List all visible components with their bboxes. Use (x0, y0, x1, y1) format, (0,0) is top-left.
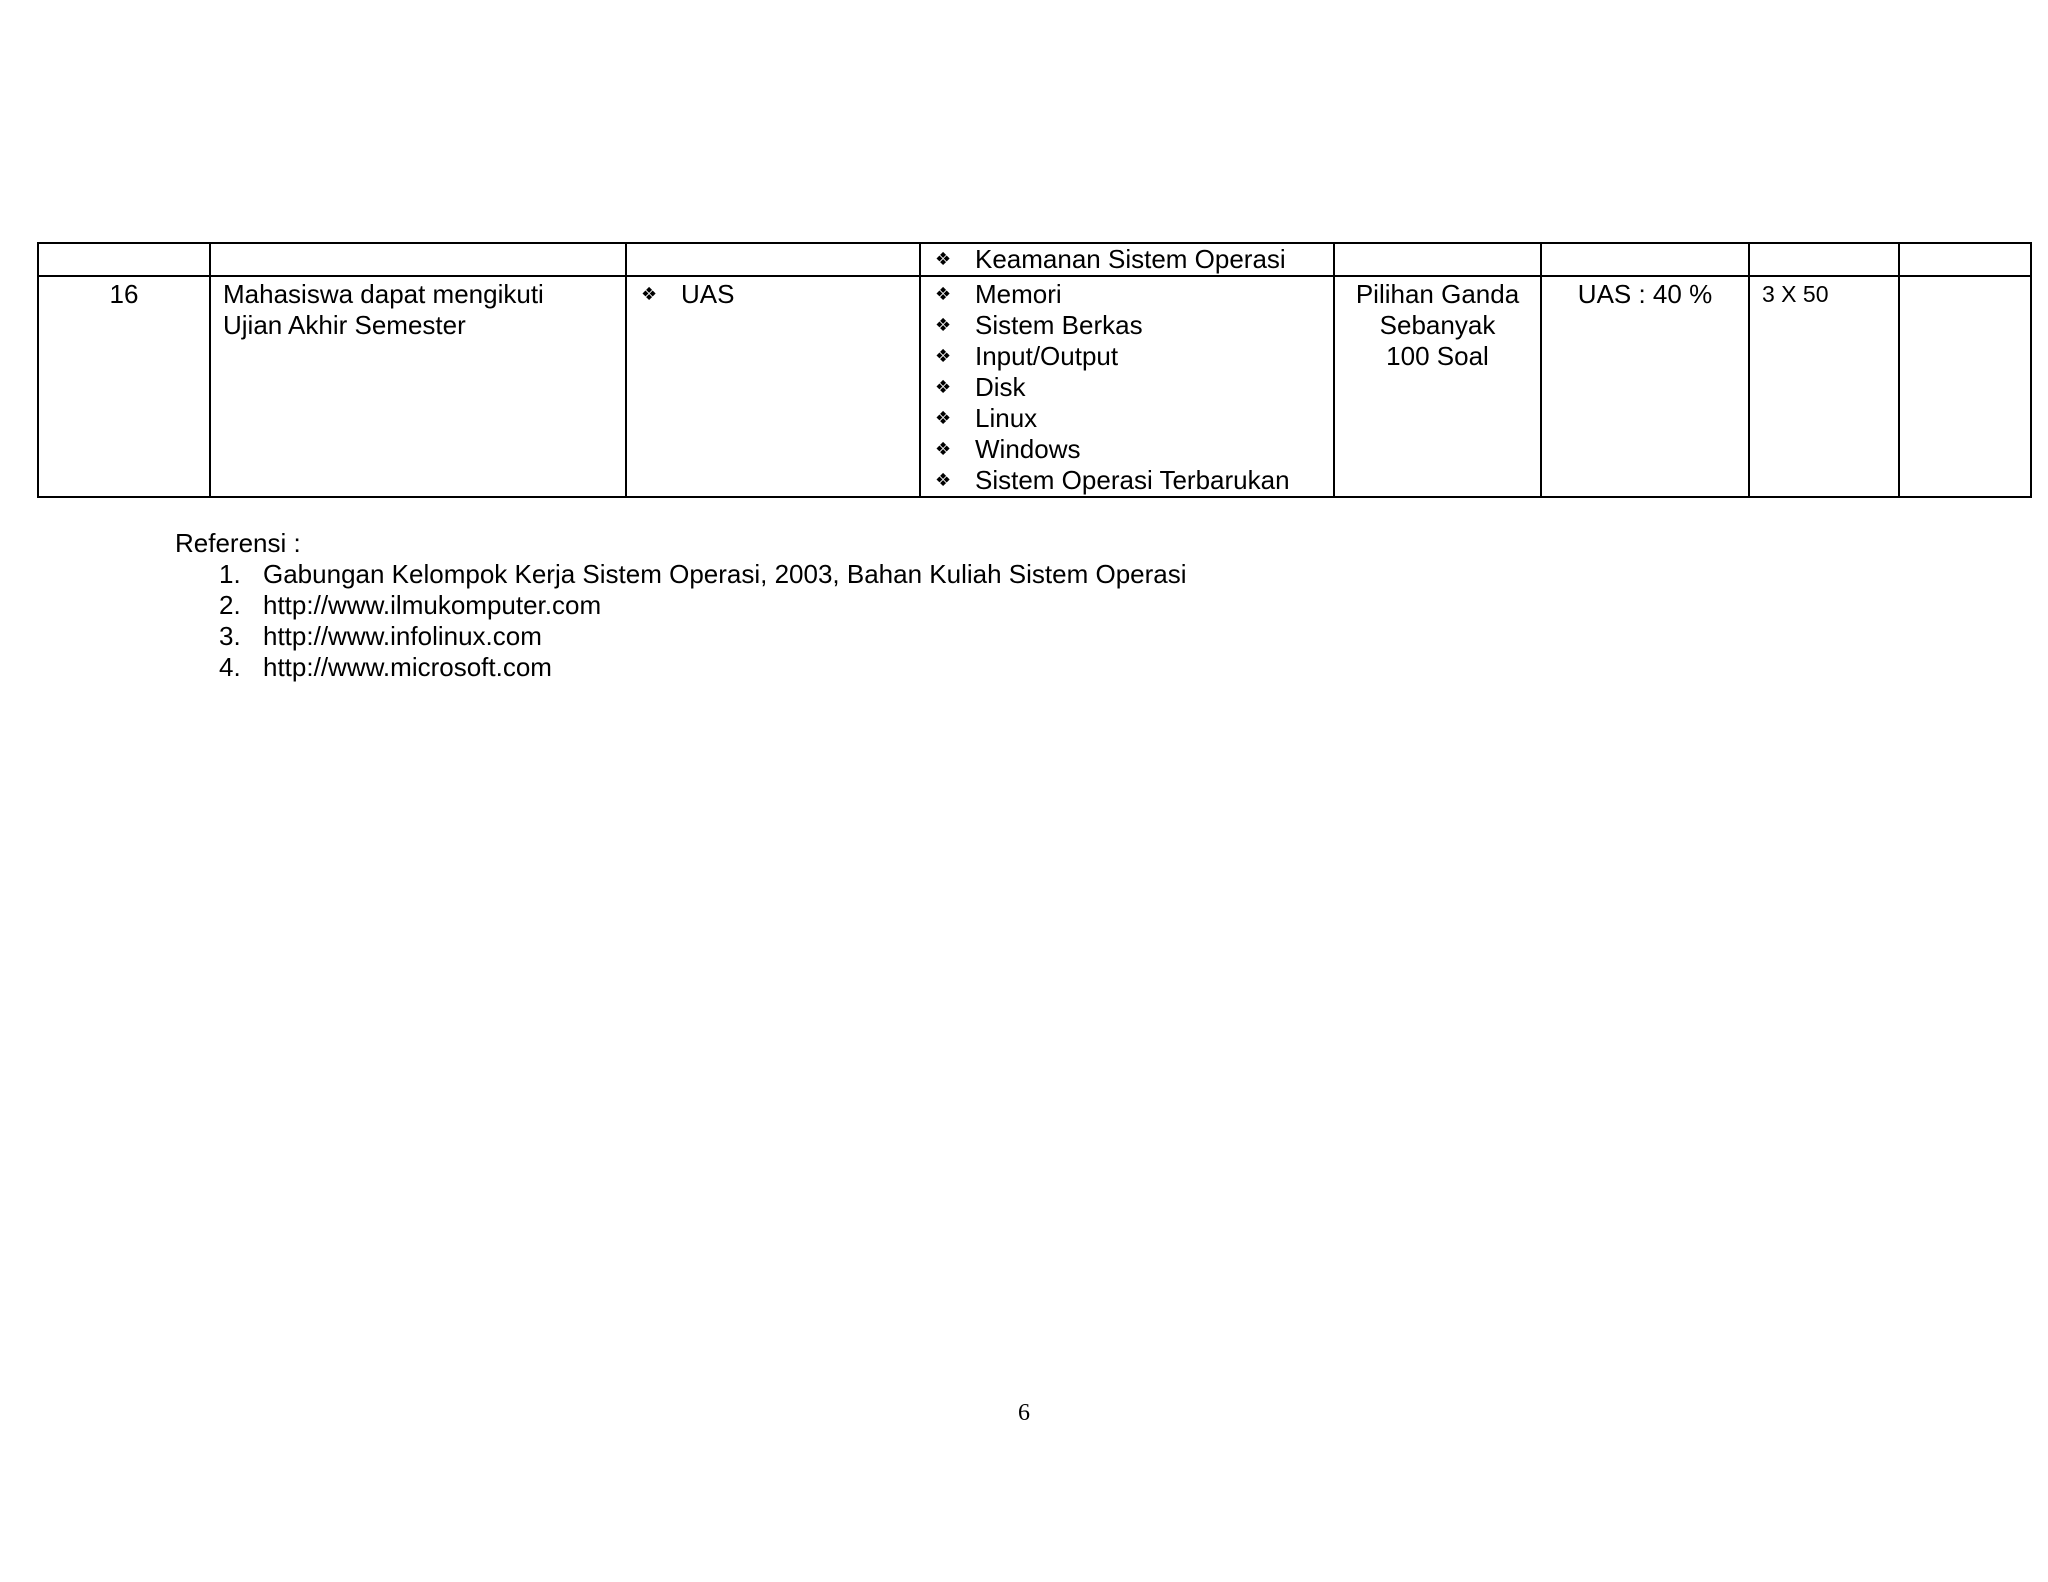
table-row (38, 276, 2031, 497)
diamond-bullet-icon: ❖ (935, 470, 952, 491)
cell-topics (920, 243, 1334, 276)
cell-number: 16 (38, 276, 210, 497)
cell-activity (626, 276, 920, 497)
list-item: ❖ Linux (935, 403, 1038, 433)
evaluation-line: Pilihan Ganda (1355, 279, 1520, 309)
activity-list (639, 279, 907, 310)
list-item: ❖ Memori (935, 279, 1062, 309)
list-item: 4. http://www.microsoft.com (219, 652, 552, 682)
diamond-bullet-icon: ❖ (935, 346, 952, 367)
list-item: 3. http://www.infolinux.com (219, 621, 542, 651)
syllabus-table (37, 242, 2032, 498)
cell-weight (1541, 243, 1749, 276)
evaluation-line: 100 Soal (1386, 341, 1489, 371)
list-item: ❖ Input/Output (935, 341, 1119, 371)
list-item: ❖ UAS (641, 279, 735, 309)
list-item: ❖ Windows (935, 434, 1081, 464)
cell-evaluation (1334, 243, 1541, 276)
list-item: ❖ Disk (935, 372, 1026, 402)
objective-line: Mahasiswa dapat mengikuti (223, 279, 544, 309)
diamond-bullet-icon: ❖ (935, 315, 952, 336)
list-item: 1. Gabungan Kelompok Kerja Sistem Operasi, 2003, Bahan Kuliah Sistem Operasi (219, 559, 1187, 589)
evaluation-line: Sebanyak (1379, 310, 1496, 340)
cell-objective (210, 243, 626, 276)
list-item: 2. http://www.ilmukomputer.com (219, 590, 602, 620)
diamond-bullet-icon: ❖ (935, 439, 952, 460)
list-item: ❖ Keamanan Sistem Operasi (935, 244, 1286, 274)
table-row (38, 243, 2031, 276)
cell-extra (1899, 276, 2031, 497)
diamond-bullet-icon: ❖ (935, 408, 952, 429)
diamond-bullet-icon: ❖ (641, 284, 658, 305)
topic-list (933, 279, 1321, 496)
cell-objective (210, 276, 626, 497)
diamond-bullet-icon: ❖ (935, 377, 952, 398)
cell-weight: UAS : 40 % (1541, 276, 1749, 497)
references-section (175, 528, 1187, 683)
topic-list (933, 244, 1321, 275)
references-heading: Referensi : (175, 528, 301, 558)
cell-extra (1899, 243, 2031, 276)
cell-topics (920, 276, 1334, 497)
cell-activity (626, 243, 920, 276)
list-item: ❖ Sistem Berkas (935, 310, 1143, 340)
cell-time (1749, 243, 1899, 276)
diamond-bullet-icon: ❖ (935, 284, 952, 305)
objective-line: Ujian Akhir Semester (223, 310, 466, 340)
cell-number (38, 243, 210, 276)
cell-evaluation (1334, 276, 1541, 497)
list-item: ❖ Sistem Operasi Terbarukan (935, 465, 1290, 495)
diamond-bullet-icon: ❖ (935, 249, 952, 270)
page-number: 6 (1018, 1400, 1030, 1426)
cell-time: 3 X 50 (1749, 276, 1899, 497)
references-list (175, 559, 1187, 683)
